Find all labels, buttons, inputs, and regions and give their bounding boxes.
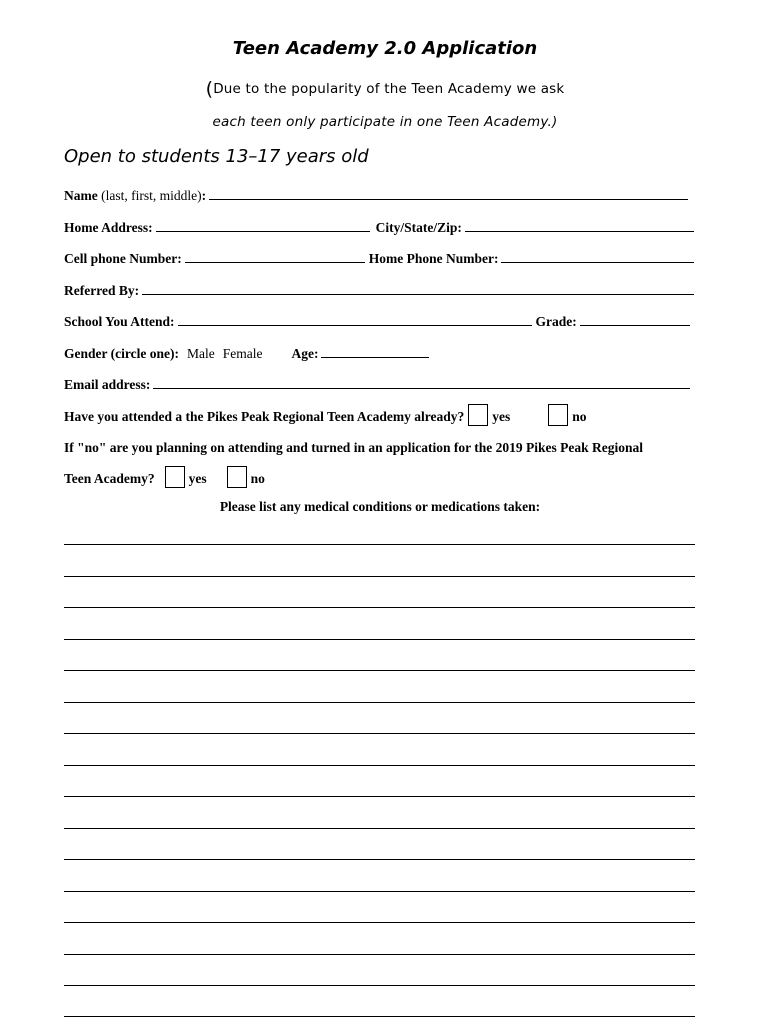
planning-question-line-1: If "no" are you planning on attending and turned in an application for the 2019 Pikes Peak Regional — [64, 440, 643, 455]
medical-line-11[interactable] — [64, 859, 695, 860]
home-address-label: Home Address: — [64, 220, 153, 235]
subtitle-line-1 — [0, 78, 770, 100]
gender-label: Gender (circle one): — [64, 346, 179, 361]
gender-option-female[interactable]: Female — [222, 346, 263, 361]
medical-line-10[interactable] — [64, 828, 695, 829]
name-colon: : — [201, 188, 207, 203]
planning-question-line-2: Teen Academy? — [64, 471, 155, 486]
cell-phone-label: Cell phone Number: — [64, 251, 182, 266]
subtitle-line-2: each teen only participate in one Teen Academy.) — [212, 114, 558, 130]
medical-line-1[interactable] — [64, 544, 695, 545]
email-row — [64, 373, 694, 393]
medical-line-7[interactable] — [64, 733, 695, 734]
medical-line-15[interactable] — [64, 985, 695, 986]
referred-by-label: Referred By: — [64, 283, 140, 298]
planning-yes-checkbox[interactable] — [165, 466, 185, 488]
medical-line-4[interactable] — [64, 639, 695, 640]
planning-no-label: no — [250, 471, 265, 486]
age-label: Age: — [291, 346, 319, 361]
gender-row — [64, 342, 694, 362]
attended-no-checkbox[interactable] — [548, 404, 568, 426]
medical-line-14[interactable] — [64, 954, 695, 955]
attended-yes-checkbox[interactable] — [468, 404, 488, 426]
medical-line-12[interactable] — [64, 891, 695, 892]
planning-row-2 — [64, 467, 694, 487]
name-hint: (last, first, middle) — [97, 188, 202, 203]
planning-row-1 — [64, 436, 694, 456]
email-label: Email address: — [64, 377, 151, 392]
medical-line-5[interactable] — [64, 670, 695, 671]
grade-field[interactable] — [580, 311, 690, 326]
home-address-field[interactable] — [156, 217, 370, 232]
phone-row — [64, 247, 694, 267]
name-label — [64, 188, 209, 204]
attended-row — [64, 405, 694, 425]
attended-yes-label: yes — [492, 409, 511, 424]
page-title: Teen Academy 2.0 Application — [232, 38, 538, 59]
referred-by-field[interactable] — [142, 280, 694, 295]
medical-line-9[interactable] — [64, 796, 695, 797]
subtitle-open-paren: ( — [205, 78, 214, 100]
medical-line-2[interactable] — [64, 576, 695, 577]
home-phone-label: Home Phone Number: — [368, 251, 499, 266]
medical-heading: Please list any medical conditions or medications taken: — [219, 499, 541, 514]
cell-phone-field[interactable] — [185, 248, 365, 263]
attended-no-label: no — [572, 409, 587, 424]
eligibility-note: Open to students 13–17 years old — [64, 146, 369, 167]
subtitle-line-1-text: Due to the popularity of the Teen Academy we ask — [213, 81, 565, 97]
medical-line-3[interactable] — [64, 607, 695, 608]
name-label-text: Name — [64, 188, 98, 203]
city-state-zip-field[interactable] — [465, 217, 694, 232]
city-state-zip-label: City/State/Zip: — [375, 220, 462, 235]
medical-line-6[interactable] — [64, 702, 695, 703]
email-field[interactable] — [153, 374, 690, 389]
grade-label: Grade: — [535, 314, 577, 329]
medical-line-13[interactable] — [64, 922, 695, 923]
planning-yes-label: yes — [188, 471, 207, 486]
home-phone-field[interactable] — [501, 248, 694, 263]
name-field[interactable] — [209, 185, 688, 200]
address-row — [64, 216, 694, 236]
planning-no-checkbox[interactable] — [227, 466, 247, 488]
medical-line-8[interactable] — [64, 765, 695, 766]
school-row — [64, 310, 694, 330]
school-field[interactable] — [178, 311, 532, 326]
age-field[interactable] — [321, 343, 429, 358]
school-label: School You Attend: — [64, 314, 175, 329]
attended-question: Have you attended a the Pikes Peak Regional Teen Academy already? — [64, 409, 465, 424]
gender-option-male[interactable]: Male — [186, 346, 215, 361]
name-row — [64, 184, 694, 204]
medical-line-16[interactable] — [64, 1016, 695, 1017]
referred-row — [64, 279, 694, 299]
